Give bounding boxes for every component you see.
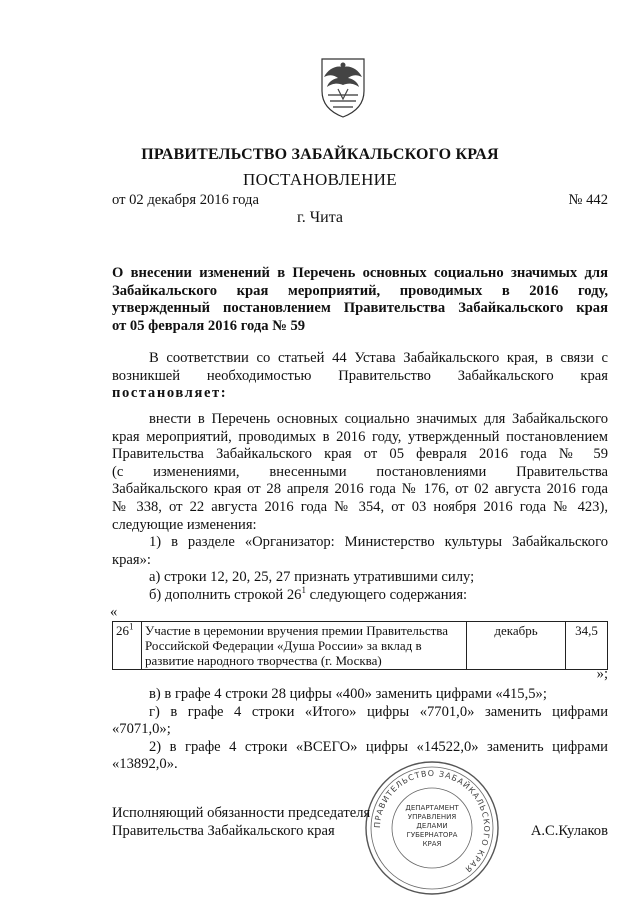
stamp-line: ДЕПАРТАМЕНТ [405,804,459,812]
subject-line: от 05 февраля 2016 года № 59 [112,317,306,334]
stamp-line: КРАЯ [422,840,442,848]
stamp-ring-text: ПРАВИТЕЛЬСТВО ЗАБАЙКАЛЬСКОГО КРАЯ [372,768,492,875]
document-number: № 442 [568,192,608,208]
decision-line: Забайкальского края от 28 апреля 2016 года № 176, от 02 августа 2016 года [112,481,608,498]
decree-verb: постановляет: [112,385,228,402]
decision-line: Правительства Забайкальского края от 05 февраля 2016 года № 59 [112,446,608,463]
item-1g-line: г) в графе 4 строки «Итого» цифры «7701,0» заменить цифрами [149,703,608,720]
description-line: развитие народного творчества (г. Москва) [145,653,382,668]
item-2-line: 2) в графе 4 строки «ВСЕГО» цифры «14522,0» заменить цифрами [149,738,608,755]
item-1b [112,584,608,605]
signer-position: Исполняющий обязанности председателя [112,805,371,821]
item-1v: в) в графе 4 строки 28 цифры «400» заменить цифрами «415,5»; [149,686,547,702]
table-cell-amount: 34,5 [566,622,608,670]
item-1a: а) строки 12, 20, 25, 27 признать утратившими силу; [149,569,475,586]
document-type: ПОСТАНОВЛЕНИЕ [243,170,397,189]
quote-open: « [110,604,118,620]
preamble-line: возникшей необходимостью Правительство Забайкальского края [112,367,608,384]
inserted-row-table [112,621,608,670]
item-1-line: края»: [112,551,151,568]
document-subject [112,265,608,335]
coat-of-arms-icon [318,55,368,119]
items-continued [112,686,608,774]
item-1b-text: б) дополнить строкой 26 [149,586,302,603]
government-title: ПРАВИТЕЛЬСТВО ЗАБАЙКАЛЬСКОГО КРАЯ [141,146,499,163]
signer-name: А.С.Кулаков [530,823,608,839]
decision-line: (с изменениями, внесенными постановлениями Правительства [112,463,608,480]
item-1-line: 1) в разделе «Организатор: Министерство культуры Забайкальского [149,534,608,550]
subject-line: утвержденный постановлением Правительства Забайкальского края [112,300,608,316]
description-line: Российской Федерации «Душа России» за вклад в [145,638,422,653]
item-1b-sup: 1 [301,584,306,595]
stamp-line: УПРАВЛЕНИЯ [407,813,457,821]
quote-close: »; [596,666,608,682]
decision-line: края мероприятий, проводимых в 2016 году, утвержденный постановлением [112,428,608,445]
preamble-line: В соответствии со статьей 44 Устава Забайкальского края, в связи с [149,350,608,366]
decision-line: следующие изменения: [112,516,257,533]
table-cell-description [142,622,467,670]
stamp-line: ГУБЕРНАТОРА [406,831,458,839]
item-1b-text-end: следующего содержания: [305,586,468,603]
item-2-line: «13892,0». [112,756,178,773]
signer-position: Правительства Забайкальского края [112,823,335,839]
decision-line: внести в Перечень основных социально значимых для Забайкальского [149,411,608,427]
table-row [113,622,608,670]
stamp-line: ДЕЛАМИ [416,822,448,830]
official-stamp-icon [362,758,502,898]
row-number-sup: 1 [129,621,134,632]
row-number: 26 [116,623,129,638]
subject-line: Забайкальского края мероприятий, проводимых в 2016 году, [112,282,608,299]
table-cell-number [113,622,142,670]
item-1 [112,534,608,604]
preamble [112,350,608,403]
decision-line: № 338, от 22 августа 2016 года № 354, от 03 ноября 2016 года № 423), [112,498,608,515]
description-line: Участие в церемонии вручения премии Правительства [145,623,449,638]
document-date: от 02 декабря 2016 года [112,192,259,208]
decision-text [112,411,608,534]
item-1g-line: «7071,0»; [112,721,171,738]
table-cell-month: декабрь [467,622,566,670]
document-city: г. Чита [296,209,343,226]
subject-line: О внесении изменений в Перечень основных социально значимых для [112,265,608,281]
